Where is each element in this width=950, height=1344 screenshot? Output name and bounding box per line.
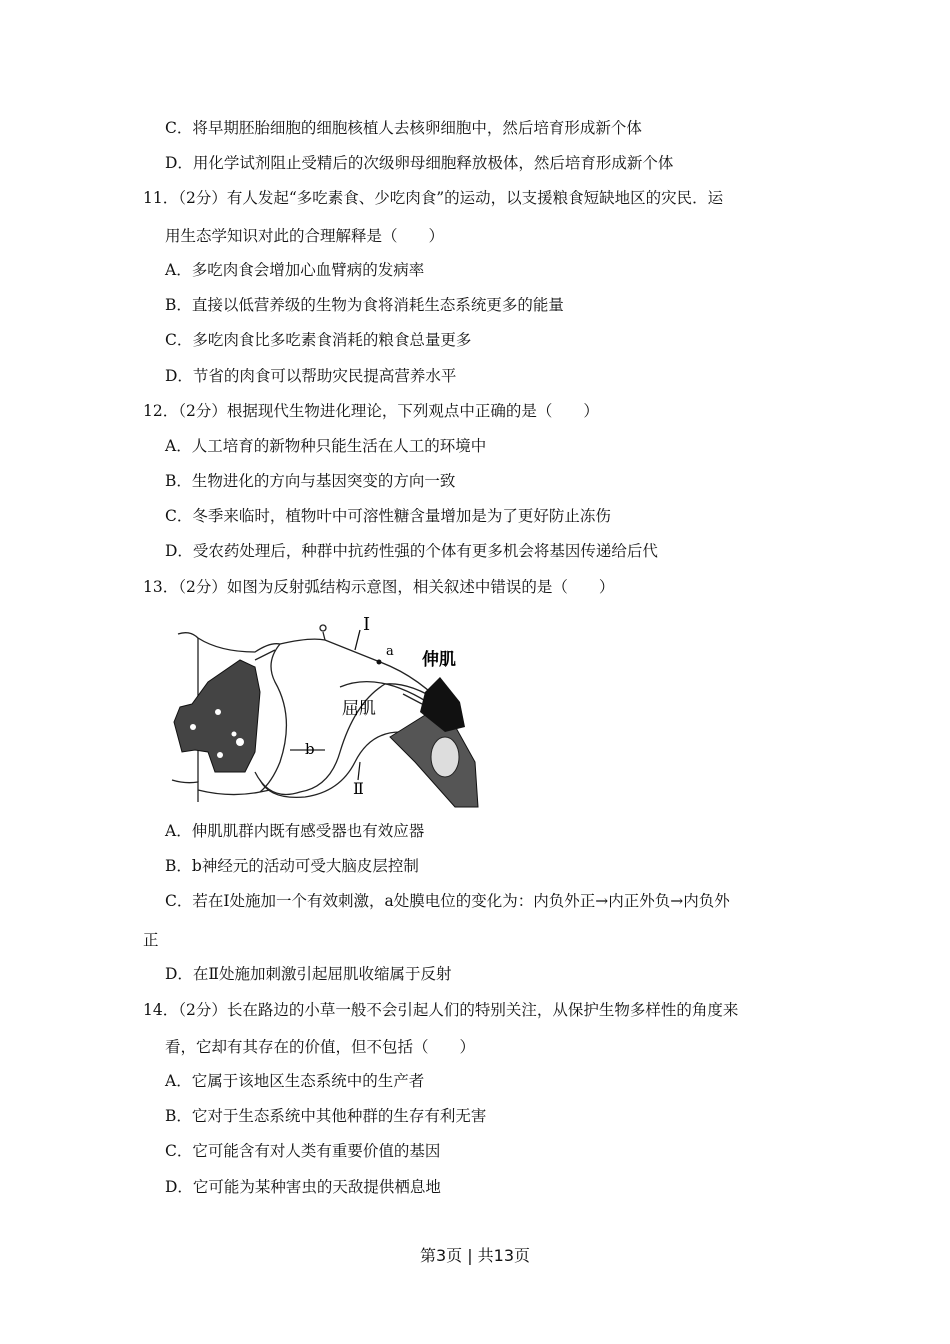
label-I: Ⅰ	[363, 614, 371, 635]
q14-stem-cont: 看，它却有其存在的价值，但不包括（ ）	[165, 1038, 476, 1056]
q13-option-b: B．b神经元的活动可受大脑皮层控制	[165, 857, 419, 875]
q13-option-c: C．若在Ⅰ处施加一个有效刺激，a处膜电位的变化为：内负外正→内正外负→内负外	[165, 892, 730, 910]
q10-option-c: C．将早期胚胎细胞的细胞核植人去核卵细胞中，然后培育形成新个体	[165, 119, 642, 137]
label-b: b	[305, 740, 315, 758]
q13-option-c-cont: 正	[143, 931, 159, 949]
q12-option-a: A．人工培育的新物种只能生活在人工的环境中	[165, 437, 487, 455]
q14-stem: 14．（2分）长在路边的小草一般不会引起人们的特别关注，从保护生物多样性的角度来	[143, 1001, 739, 1019]
label-extensor: 伸肌	[422, 650, 456, 670]
q14-option-c: C．它可能含有对人类有重要价值的基因	[165, 1142, 441, 1160]
q11-stem-cont: 用生态学知识对此的合理解释是（ ）	[165, 227, 445, 245]
q11-option-a: A．多吃肉食会增加心血臂病的发病率	[165, 261, 425, 279]
q11-option-d: D．节省的肉食可以帮助灾民提高营养水平	[165, 367, 457, 385]
q12-option-c: C．冬季来临时，植物叶中可溶性糖含量增加是为了更好防止冻伤	[165, 507, 611, 525]
q13-option-a: A．伸肌肌群内既有感受器也有效应器	[165, 822, 425, 840]
q12-option-d: D．受农药处理后，种群中抗药性强的个体有更多机会将基因传递给后代	[165, 542, 658, 560]
q14-option-d: D．它可能为某种害虫的天敌提供栖息地	[165, 1178, 441, 1196]
label-flexor: 屈肌	[342, 699, 376, 719]
q13-option-d: D．在Ⅱ处施加刺激引起屈肌收缩属于反射	[165, 965, 452, 983]
reflex-arc-diagram	[160, 612, 490, 812]
q11-stem: 11．（2分）有人发起“多吃素食、少吃肉食”的运动，以支援粮食短缺地区的灾民．运	[143, 189, 724, 207]
q11-option-b: B．直接以低营养级的生物为食将消耗生态系统更多的能量	[165, 296, 564, 314]
label-a: a	[386, 644, 394, 659]
label-II: Ⅱ	[353, 779, 364, 798]
q12-stem: 12．（2分）根据现代生物进化理论，下列观点中正确的是（ ）	[143, 402, 599, 420]
q12-option-b: B．生物进化的方向与基因突变的方向一致	[165, 472, 456, 490]
q14-option-b: B．它对于生态系统中其他种群的生存有利无害	[165, 1107, 487, 1125]
q10-option-d: D．用化学试剂阻止受精后的次级卵母细胞释放极体，然后培育形成新个体	[165, 154, 674, 172]
q14-option-a: A．它属于该地区生态系统中的生产者	[165, 1072, 425, 1090]
q13-stem: 13．（2分）如图为反射弧结构示意图，相关叙述中错误的是（ ）	[143, 578, 615, 596]
page-footer: 第3页 | 共13页	[419, 1246, 531, 1265]
q11-option-c: C．多吃肉食比多吃素食消耗的粮食总量更多	[165, 331, 472, 349]
